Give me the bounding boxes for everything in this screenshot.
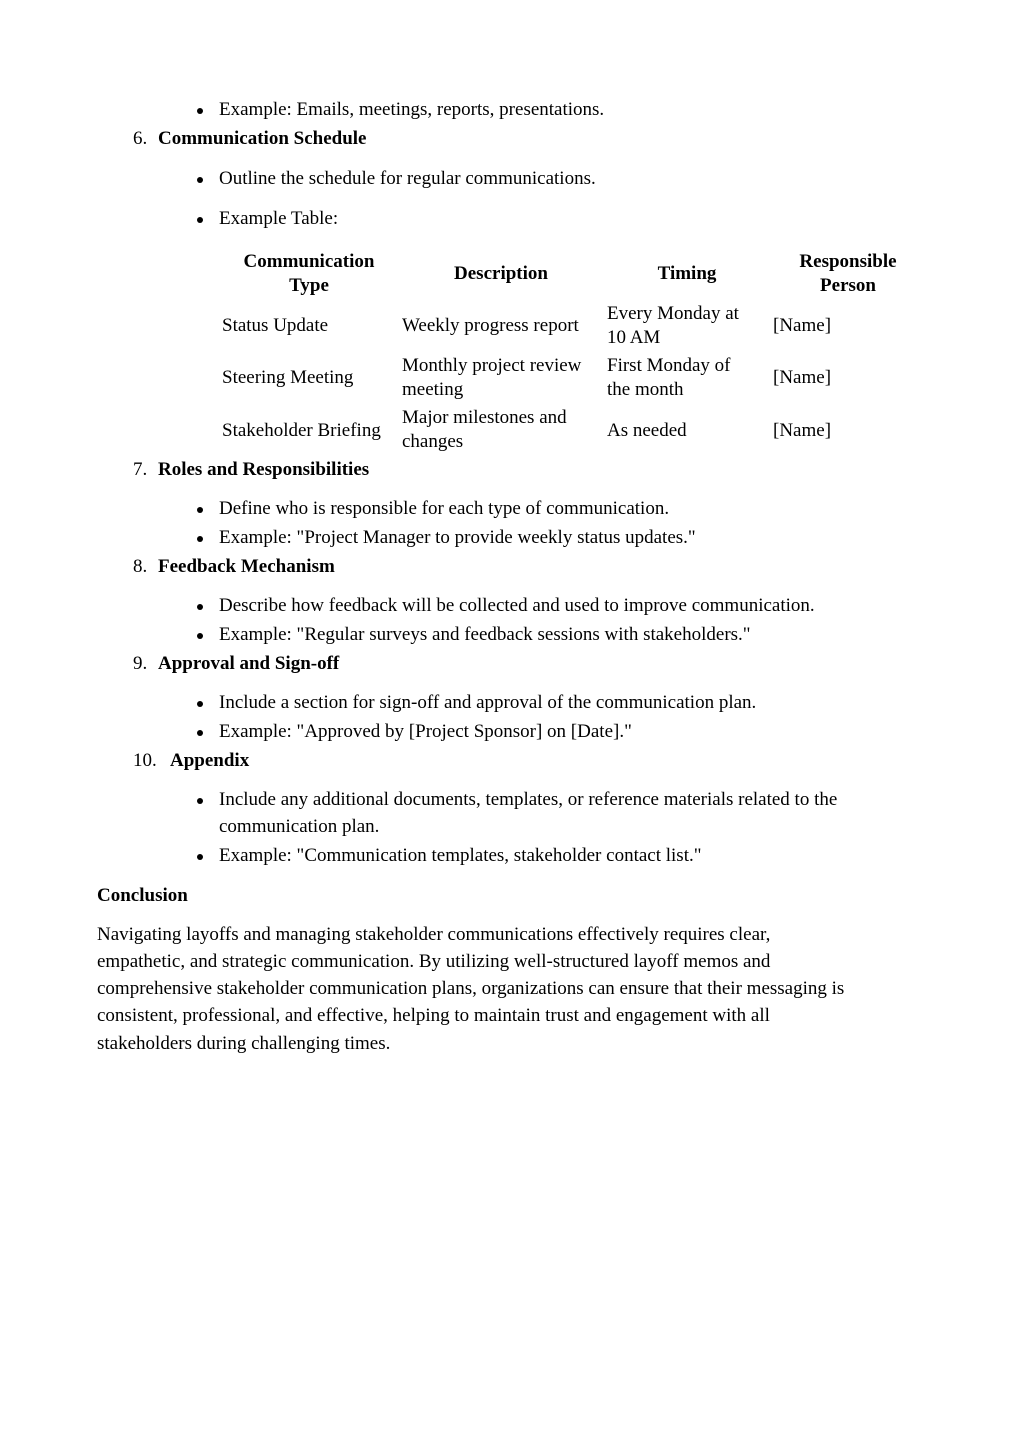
table-cell: [Name]	[773, 367, 832, 388]
bullet-dot	[197, 177, 203, 183]
section-number: 7.	[133, 459, 148, 480]
section-number: 10.	[133, 750, 157, 771]
table-header: Responsible Person	[799, 251, 897, 296]
table-cell: As needed	[607, 420, 687, 441]
section-number: 8.	[133, 556, 148, 577]
table-cell: Stakeholder Briefing	[222, 420, 381, 441]
list-item: Example: "Regular surveys and feedback sessions with stakeholders."	[219, 624, 751, 645]
list-item-continuation: communication plan.	[219, 816, 380, 837]
table-cell: Steering Meeting	[222, 367, 354, 388]
section-number: 9.	[133, 653, 148, 674]
table-cell: Every Monday at 10 AM	[607, 303, 739, 348]
table-cell: Weekly progress report	[402, 315, 579, 336]
bullet-dot	[197, 798, 203, 804]
table-header: Timing	[657, 263, 717, 284]
bullet-dot	[197, 701, 203, 707]
table-cell: [Name]	[773, 420, 832, 441]
list-item: Define who is responsible for each type of communication.	[219, 498, 670, 519]
list-item: Include any additional documents, templates, or reference materials related to the	[219, 789, 838, 810]
section-title: Roles and Responsibilities	[158, 459, 370, 480]
section-title: Approval and Sign-off	[158, 653, 340, 674]
bullet-dot	[197, 633, 203, 639]
section-title: Feedback Mechanism	[158, 556, 335, 577]
list-item: Include a section for sign-off and approval of the communication plan.	[219, 692, 757, 713]
table-cell: Monthly project review meeting	[402, 355, 582, 400]
list-item: Example: "Approved by [Project Sponsor] on [Date]."	[219, 721, 632, 742]
section-title: Communication Schedule	[158, 128, 367, 149]
table-cell: Status Update	[222, 315, 329, 336]
table-cell: [Name]	[773, 315, 832, 336]
table-header: Description	[454, 263, 548, 284]
conclusion-line: Navigating layoffs and managing stakeholder communications effectively requires clear,	[97, 924, 771, 945]
conclusion-heading: Conclusion	[97, 885, 188, 906]
conclusion-line: stakeholders during challenging times.	[97, 1033, 391, 1054]
list-item: Describe how feedback will be collected and used to improve communication.	[219, 595, 815, 616]
table-cell: Major milestones and changes	[402, 407, 567, 452]
bullet-dot	[197, 604, 203, 610]
table-cell: First Monday of the month	[607, 355, 731, 400]
conclusion-line: empathetic, and strategic communication. By utilizing well-structured layoff memos and	[97, 951, 771, 972]
bullet-dot	[197, 854, 203, 860]
bullet-dot	[197, 507, 203, 513]
table-header: Communication Type	[243, 251, 375, 296]
section-number: 6.	[133, 128, 148, 149]
conclusion-line: comprehensive stakeholder communication plans, organizations can ensure that their messaging is	[97, 978, 845, 999]
bullet-dot	[197, 217, 203, 223]
list-item: Example: "Communication templates, stakeholder contact list."	[219, 845, 702, 866]
bullet-dot	[197, 108, 203, 114]
bullet-dot	[197, 536, 203, 542]
list-item: Example: Emails, meetings, reports, presentations.	[219, 99, 605, 120]
list-item: Outline the schedule for regular communications.	[219, 168, 596, 189]
conclusion-line: consistent, professional, and effective, helping to maintain trust and engagement with all	[97, 1005, 770, 1026]
section-title: Appendix	[170, 750, 250, 771]
list-item: Example: "Project Manager to provide weekly status updates."	[219, 527, 696, 548]
list-item: Example Table:	[219, 208, 339, 229]
bullet-dot	[197, 730, 203, 736]
